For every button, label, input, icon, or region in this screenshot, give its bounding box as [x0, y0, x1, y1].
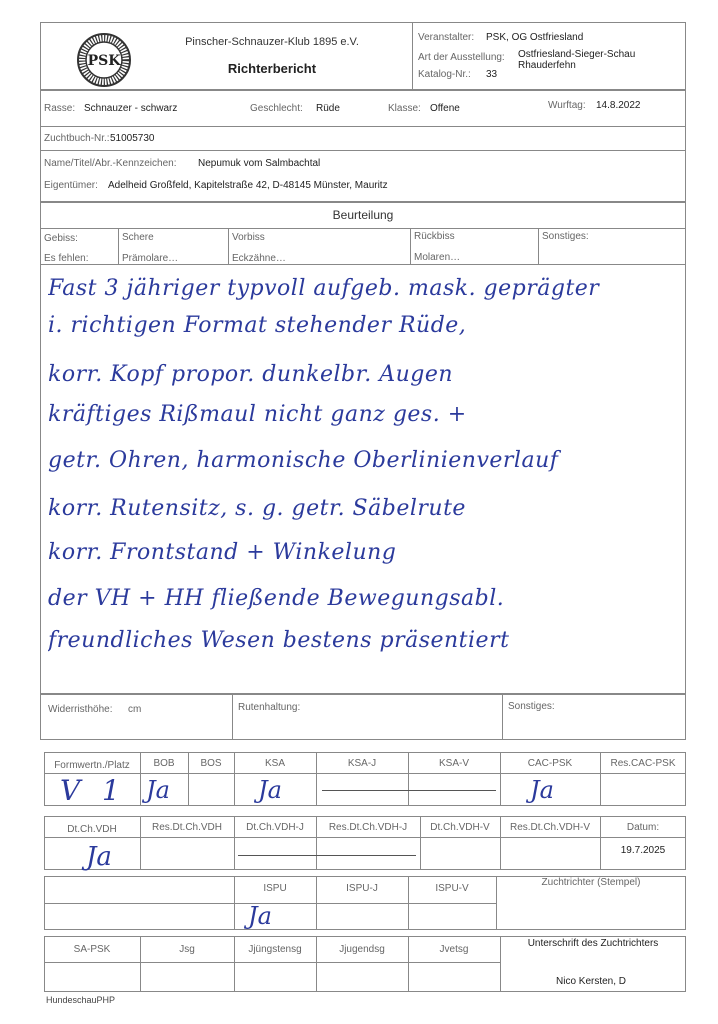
assessment-line: korr. Kopf propor. dunkelbr. Augen [48, 362, 454, 387]
dog-name-label: Name/Titel/Abr.-Kennzeichen: [44, 158, 177, 169]
ispu-handwritten: Ja [248, 902, 272, 930]
date-value: 19.7.2025 [620, 845, 666, 856]
ksa-j-strike [322, 790, 496, 791]
whelped-value: 14.8.2022 [596, 100, 641, 111]
r1-header: Formwertn./Platz [54, 760, 130, 771]
assessment-line: korr. Rutensitz, s. g. getr. Säbelrute [48, 496, 466, 521]
measurements-box [40, 694, 686, 740]
r2-header: Datum: [626, 822, 660, 833]
header-divider [412, 22, 413, 90]
r1-header: KSA-J [347, 758, 377, 769]
results-row4-line [44, 962, 500, 963]
r4-header: SA-PSK [73, 944, 111, 955]
bite-label: Gebiss: [44, 233, 78, 244]
breed-label: Rasse: [44, 103, 76, 114]
catalog-label: Katalog-Nr.: [418, 69, 471, 80]
withers-unit: cm [128, 704, 142, 715]
dtch-j-strike [238, 855, 416, 856]
bite-col-3 [410, 228, 411, 264]
bob-handwritten: Ja [146, 776, 170, 804]
bite-col-4 [538, 228, 539, 264]
r1-header: KSA-V [438, 758, 469, 769]
assessment-line: korr. Frontstand + Winkelung [48, 540, 397, 565]
cac-handwritten: Ja [530, 776, 554, 804]
dog-name-value: Nepumuk vom Salmbachtal [198, 158, 321, 169]
whelped-label: Wurftag: [548, 100, 586, 111]
molars-label: Molaren… [414, 252, 461, 263]
assessment-title: Beurteilung [332, 208, 394, 222]
class-label: Klasse: [388, 103, 421, 114]
r2-header: Dt.Ch.VDH-J [246, 822, 304, 833]
tail-label: Rutenhaltung: [238, 702, 301, 713]
measure-other-label: Sonstiges: [508, 701, 555, 712]
row-line-1 [40, 126, 686, 127]
r1-header: KSA [264, 758, 285, 769]
r2-header: Res.Dt.Ch.VDH [151, 822, 222, 833]
sex-value: Rüde [316, 103, 340, 114]
dtch-handwritten: Ja [86, 842, 112, 872]
assessment-title-line [40, 228, 686, 229]
club-logo [76, 32, 132, 88]
owner-value: Adelheid Großfeld, Kapitelstraße 42, D-48145 Münster, Mauritz [108, 180, 388, 191]
canines-label: Eckzähne… [232, 253, 286, 264]
r1-header: Res.CAC-PSK [610, 758, 676, 769]
r3-header: ISPU-V [435, 883, 469, 894]
assessment-line: i. richtigen Format stehender Rüde, [48, 313, 467, 338]
organizer-label: Veranstalter: [418, 32, 475, 43]
show-type-label: Art der Ausstellung: [418, 52, 505, 63]
r4-header: Jjüngstensg [248, 944, 302, 955]
premolars-label: Prämolare… [122, 253, 179, 264]
r4-header: Jsg [179, 944, 195, 955]
show-type-value: Ostfriesland-Sieger-Schau Rhauderfehn [518, 49, 636, 71]
report-title: Richterbericht [227, 61, 317, 76]
r4-header: Jjugendsg [339, 944, 385, 955]
r2-header: Res.Dt.Ch.VDH-J [328, 822, 408, 833]
judge-name: Nico Kersten, D [556, 976, 627, 987]
studbook-value: 51005730 [110, 133, 155, 144]
ksa-handwritten: Ja [258, 776, 282, 804]
r2-header: Dt.Ch.VDH-V [430, 822, 490, 833]
bite-row-line [40, 264, 686, 265]
r3-header: ISPU-J [346, 883, 378, 894]
catalog-value: 33 [486, 69, 498, 80]
bite-other-label: Sonstiges: [542, 231, 589, 242]
assessment-line: freundliches Wesen bestens präsentiert [48, 628, 510, 653]
assessment-line: Fast 3 jähriger typvoll aufgeb. mask. geprägter [48, 276, 600, 301]
psk-seal-icon [76, 32, 132, 88]
signature-label: Unterschrift des Zuchtrichters [527, 938, 659, 949]
underbite-label: Rückbiss [414, 231, 455, 242]
owner-label: Eigentümer: [44, 180, 98, 191]
measure-col-1 [232, 694, 233, 740]
overbite-label: Vorbiss [232, 232, 265, 243]
bite-col-2 [228, 228, 229, 264]
stamp-label: Zuchtrichter (Stempel) [541, 877, 641, 888]
assessment-line: kräftiges Rißmaul nicht ganz ges. + [48, 402, 467, 427]
assessment-line: getr. Ohren, harmonische Oberlinienverlauf [48, 448, 559, 473]
r1-header: BOS [200, 758, 222, 769]
missing-label: Es fehlen: [44, 253, 89, 264]
measure-col-2 [502, 694, 503, 740]
row-line-2 [40, 150, 686, 151]
assessment-line: der VH + HH fließende Bewegungsabl. [48, 586, 505, 611]
place-handwritten: 1 [102, 774, 120, 807]
club-name: Pinscher-Schnauzer-Klub 1895 e.V. [185, 36, 359, 48]
r4-header: Jvetsg [439, 944, 469, 955]
sex-label: Geschlecht: [250, 103, 303, 114]
r2-header: Dt.Ch.VDH [67, 824, 117, 835]
class-value: Offene [430, 103, 460, 114]
grade-handwritten: V [60, 774, 81, 807]
r3-header: ISPU [263, 883, 287, 894]
studbook-label: Zuchtbuch-Nr.: [44, 133, 110, 144]
withers-label: Widerristhöhe: [48, 704, 113, 715]
breed-value: Schnauzer - schwarz [84, 103, 178, 114]
r2-header: Res.Dt.Ch.VDH-V [509, 822, 590, 833]
bite-col-1 [118, 228, 119, 264]
svg-text:PSK: PSK [87, 53, 121, 69]
r1-header: BOB [153, 758, 175, 769]
scissor-label: Schere [122, 232, 154, 243]
r1-header: CAC-PSK [527, 758, 573, 769]
footer-software: HundeschauPHP [46, 995, 116, 1005]
organizer-value: PSK, OG Ostfriesland [486, 32, 584, 43]
